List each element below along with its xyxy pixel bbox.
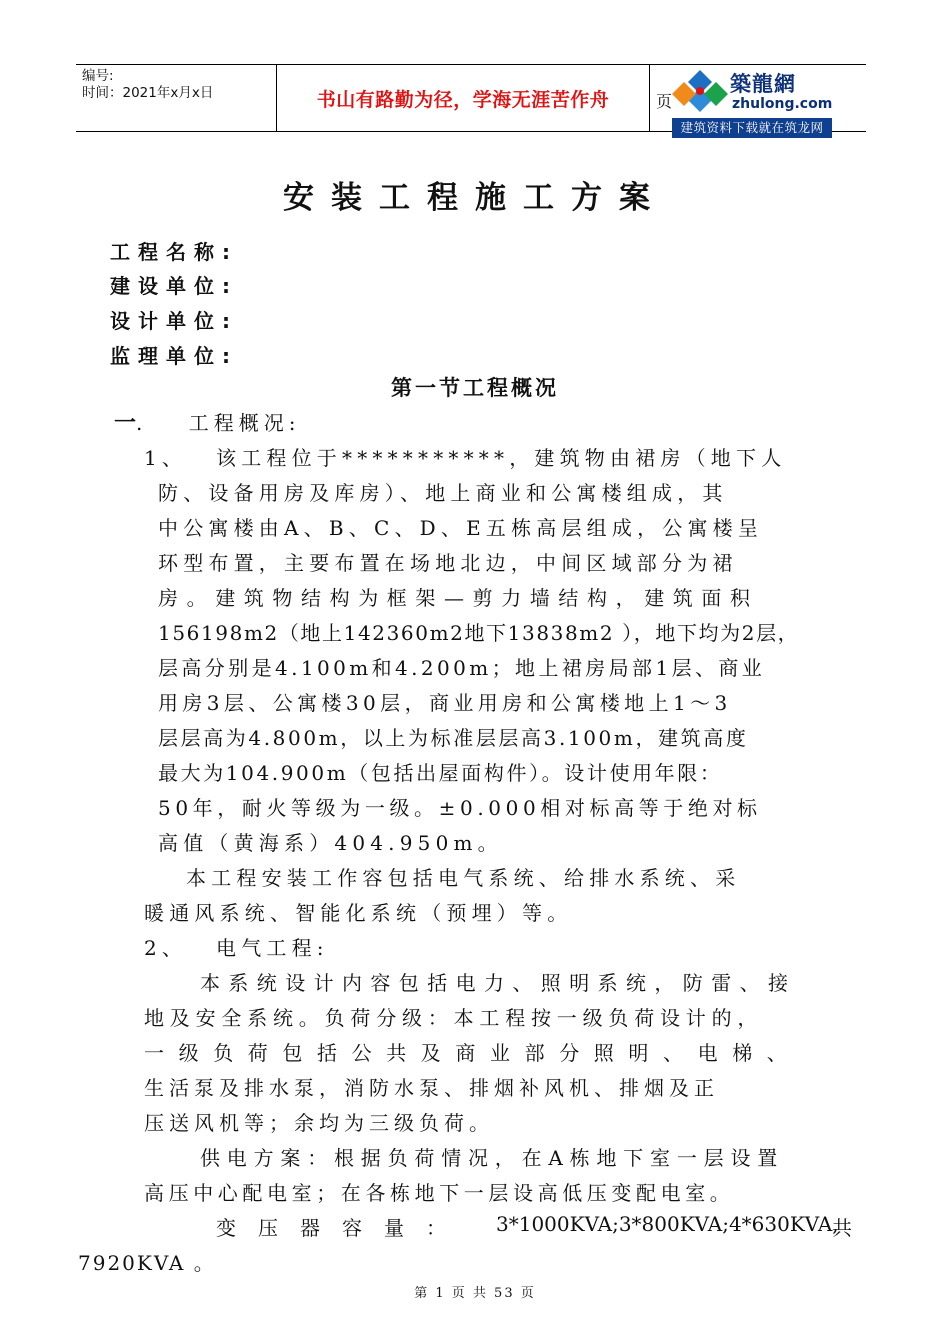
logo-mark-icon	[672, 68, 728, 114]
item1-line: 防、设备用房及库房）、地上商业和公寓楼组成，其	[158, 481, 728, 505]
item2-para-line: 压送风机等；余均为三级负荷。	[144, 1111, 494, 1135]
page-footer: 第 1 页 共 53 页	[414, 1286, 536, 1301]
logo-tagline: 建筑资料下载就在筑龙网	[672, 118, 832, 138]
number-label: 编号:	[82, 68, 114, 84]
item1-para2-line: 暖通风系统、智能化系统（预埋）等。	[144, 901, 573, 925]
item1-line: 房。建筑物结构为框架—剪力墙结构，建筑面积	[158, 586, 759, 610]
overview-label: 工程概况:	[188, 411, 301, 435]
field-supervisor: 监理单位:	[110, 344, 238, 368]
item1-line: 50年，耐火等级为一级。±0.000相对标高等于绝对标	[158, 796, 762, 820]
field-builder: 建设单位:	[110, 274, 238, 298]
item1-number: 1、	[144, 446, 188, 470]
divider	[649, 65, 650, 131]
transformer-total: 7920KVA 。	[78, 1251, 216, 1275]
item2-para-line: 一级负荷包括公共及商业部分照明、电梯、	[144, 1041, 802, 1065]
transformer-total-prefix: 共	[832, 1216, 858, 1240]
document-title: 安装工程施工方案	[283, 180, 667, 216]
overview-marker-dot: .	[136, 411, 148, 435]
item1-line: 最大为104.900m（包括出屋面构件）。设计使用年限：	[158, 761, 723, 785]
overview-marker: 一	[114, 410, 137, 436]
zhulong-logo	[672, 62, 832, 140]
item1-line: 该工程位于***********，建筑物由裙房（地下人	[216, 446, 787, 470]
item2-para-line: 地及安全系统。负荷分级：本工程按一级负荷设计的，	[144, 1006, 764, 1030]
item1-para2-line: 本工程安装工作容包括电气系统、给排水系统、采	[186, 866, 741, 890]
item1-line: 中公寓楼由A、B、C、D、E五栋高层组成，公寓楼呈	[158, 516, 764, 540]
item1-line: 156198m2（地上142360m2地下13838m2 ），地下均为2层，	[158, 621, 800, 645]
item2-number: 2、	[144, 936, 188, 960]
logo-domain: zhulong.com	[732, 96, 833, 112]
transformer-values: 3*1000KVA;3*800KVA;4*630KVA,	[496, 1212, 839, 1236]
item1-line: 环型布置，主要布置在场地北边，中间区域部分为裙	[158, 551, 738, 575]
item1-line: 层高分别是4.100m和4.200m；地上裙房局部1层、商业	[158, 656, 766, 680]
item1-line: 用房3层、公寓楼30层，商业用房和公寓楼地上1～3	[158, 691, 732, 715]
field-project-name: 工程名称:	[110, 240, 238, 264]
overview-heading	[114, 406, 300, 437]
header-meta	[76, 65, 276, 131]
item2-para-line: 本系统设计内容包括电力、照明系统，防雷、接	[200, 971, 797, 995]
item2-supply-line: 供电方案：根据负荷情况，在A栋地下室一层设置	[200, 1146, 785, 1170]
item1-line: 高值（黄海系）404.950m。	[158, 831, 503, 855]
item1-line: 层层高为4.800m，以上为标准层层高3.100m，建筑高度	[158, 726, 749, 750]
item2-label: 电气工程:	[216, 936, 329, 960]
motto: 书山有路勤为径，学海无涯苦作舟	[316, 88, 610, 111]
section-title: 第一节工程概况	[391, 376, 559, 400]
logo-brand: 築龍網	[730, 72, 796, 96]
time-label: 时间：2021年x月x日	[82, 85, 214, 101]
page-chip: 页	[656, 92, 673, 111]
item2-supply-line: 高压中心配电室；在各栋地下一层设高低压变配电室。	[144, 1181, 735, 1205]
field-designer: 设计单位:	[110, 309, 238, 333]
transformer-label: 变压器容量：	[216, 1216, 468, 1240]
item2-para-line: 生活泵及排水泵，消防水泵、排烟补风机、排烟及正	[144, 1076, 719, 1100]
